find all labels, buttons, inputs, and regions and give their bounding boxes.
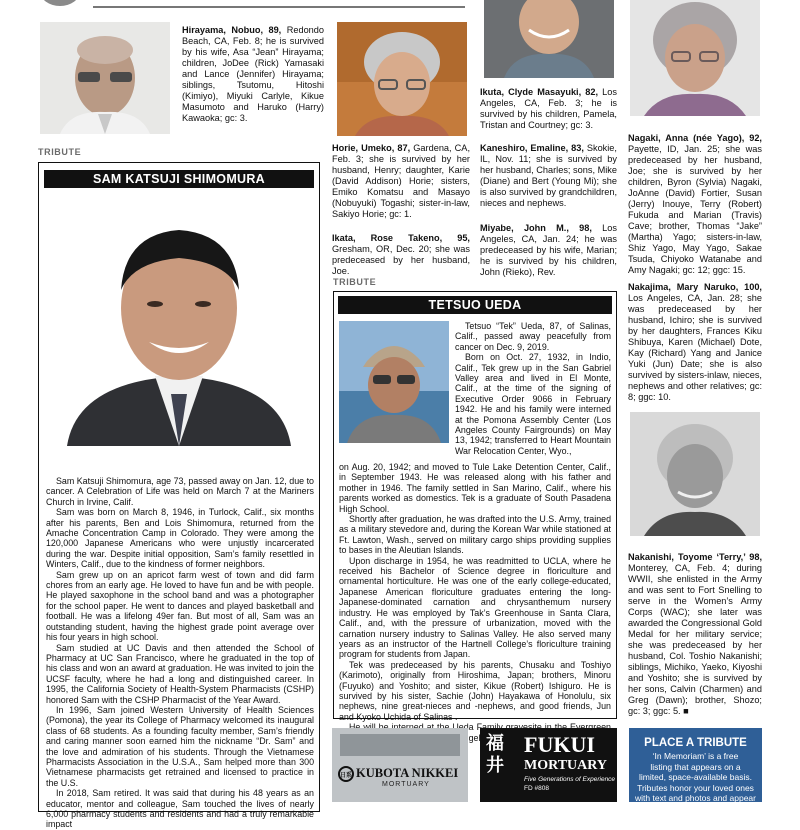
- photo-ikuta: [484, 0, 614, 78]
- header-rule: [93, 6, 465, 8]
- fukui-sub: MORTUARY: [524, 758, 608, 773]
- tribute-label-shimomura: TRIBUTE: [38, 147, 82, 157]
- obituary-ikuta: Ikuta, Clyde Masayuki, 82, Los Angeles, CA, Feb. 3; he is survived by his children, Pamela, Tristan and Courtney; gc: 3.: [480, 87, 617, 130]
- paragraph: In 1996, Sam joined Western University of Health Sciences (Pomona), the year its College of Pharmacy welcomed its inaugural class of 68 students. As a founding faculty member, Sam’s friendly and caring manner soon earned him the nickname “Dr. Sam” and the love and admiration of his students. Through the Vietnamese Pharmacists Association in the U.S.A., Sam helped more than 300 Vietnamese pharmacists get retrained and licensed to practice in the U.S.: [46, 704, 314, 788]
- obituary-nakanishi: Nakanishi, Toyome ‘Terry,’ 98, Monterey, CA, Feb. 4; during WWII, she enlisted in the Army and was sent to Fort Snelling to serve in the Women’s Army Corps (WAC); she later was awarded the Congressional Gold Medal for her military service; she was predeceased by her husband, Col. Toshio Nakanishi; siblings, Michiko, Yaeko, Kiyoshi and Yoshito; she is survived by her sons, Calvin (Charmen) and Greg (Dawn); brother, Shozo; gc: 3; ggc: 5. ■: [628, 552, 762, 716]
- place-tribute-title: PLACE A TRIBUTE: [644, 737, 747, 749]
- photo-ueda: [339, 321, 449, 443]
- kubota-building-shape: [340, 734, 460, 756]
- obituary-nakajima: Nakajima, Mary Naruko, 100, Los Angeles, CA, Jan. 28; she was predeceased by her husband, Ichiro; she is survived by her daughters, Frances Kiku Shibuya, Karen (Michael) Dote, Kay (Richard) Yang and Janice Yuki (Jun) Date; she is also survived by sisters-inlaw, nieces, nephews and other relatives; gc: 8; ggc: 10.: [628, 282, 762, 402]
- paragraph: Tek was predeceased by his parents, Chusaku and Toshiyo (Karimoto), originally from Hiroshima, Japan; brothers, Minoru (Fuyuko) and Yoshito; and sister, Kikue (Robert) Ishiguro. He is survived by his sister, Sachie (John) Hayakawa of Honolulu, six nephews, nine great-nieces and -nephews, and good friends, Jun and Kyoko Uchida of Salinas .: [339, 659, 611, 722]
- photo-nagaki: [630, 0, 760, 116]
- place-tribute-line: Tributes honor your loved ones: [637, 782, 754, 793]
- paragraph: Angeles.: [457, 732, 493, 743]
- paragraph: Born on Oct. 27, 1932, in Indio, Calif., Tek grew up in the San Gabriel Valley area and lived in El Monte, Calif., at the time of the signing of Executive Order 9066 in February 1942. He and his family were interned at the Pomona Assembly Center (Los Angeles County Fairgrounds) on May 13, 1942; transferred to Heart Mountain War Relocation Center, Wyo.,: [455, 352, 611, 456]
- obituary-horie: Horie, Umeko, 87, Gardena, CA, Feb. 3; she is survived by her husband, Henry; daughter, Karie (David Addison) Horie; sisters, Emiko Komatsu and Masayo (Nobuyuki) Togashi; sister-in-law, Sakiyo Horie; gc: 1.: [332, 143, 470, 219]
- place-tribute-line: with text and photos and appear: [635, 793, 756, 802]
- ad-kubota-nikkei[interactable]: [332, 728, 468, 802]
- tribute-heading-shimomura: SAM KATSUJI SHIMOMURA: [44, 170, 314, 188]
- fukui-fd: FD #808: [524, 785, 549, 792]
- place-tribute-line: ‘In Memoriam’ is a free: [652, 751, 739, 761]
- photo-horie: [337, 22, 467, 136]
- paragraph: Shortly after graduation, he was drafted into the U.S. Army, trained as a military stevedore and, during the Korean War while stationed at Ft. Lawton, Wash., served on military cargo ships providing supplies to bases in the Aleutian Islands.: [339, 514, 611, 556]
- paragraph: In 2018, Sam retired. It was said that during his 48 years as an educator, mentor and colleague, Sam touched the lives of nearly 6,000 pharmacy students and residents and had a truly remarkable impact: [46, 788, 314, 830]
- obituary-miyabe: Miyabe, John M., 98, Los Angeles, CA, Jan. 24; he was predeceased by his wife, Marian; he is survived by his children, John (Rieko), Rev.: [480, 223, 617, 277]
- obituary-kaneshiro: Kaneshiro, Emaline, 83, Skokie, IL, Nov. 11; she is survived by her husband, Charles; sons, Mike (Diane) and Bert (Young Mi); she is also survived by grandchildren, nieces and nephews.: [480, 143, 617, 208]
- paragraph: Upon discharge in 1954, he was readmitted to UCLA, where he received his Bachelor of Science degree in floriculture and ornamental horticulture. He was one of the early college-educated, Japanese American floriculture graduates entering the long-Japanese-dominated carnation and chrysanthemum nursery industry. He was employed by Tak’s Greenhouse in Santa Clara, Calif., and, with the pressure of urbanization, moved with the carnation nursery industry to Salinas Valley. He also served many years as an instructor of the Hartnell College’s floriculture training program for students from Japan.: [339, 555, 611, 660]
- kubota-sub: MORTUARY: [382, 781, 430, 788]
- photo-hirayama: [40, 22, 170, 134]
- fukui-name: FUKUI: [524, 732, 595, 757]
- paragraph: on Aug. 20, 1942; and moved to Tule Lake Detention Center, Calif., in September 1943. He was released along with his father and mother in 1946. The family settled in San Marino, Calif., where his parents worked as domestics. Tek is a graduate of South Pasadena High School.: [339, 462, 611, 514]
- paragraph: Sam grew up on an apricot farm west of town and did farm chores from an early age. He loved to have fun and be with people. He played saxophone in the school band and was a photographer for the school paper. He went to dances and played basketball and football. He was a lifelong 49er fan. But most of all, Sam was an outstanding student, having the highest grade point average over his four years in high school.: [46, 569, 314, 643]
- obituary-nagaki: Nagaki, Anna (née Yago), 92, Payette, ID, Jan. 25; she was predeceased by her husband, Joe; she is survived by her children, Byron (Sylvia) Nagaki, JoAnne (David) Fortier, Susan (Jerry) Inouye, Terry (Robert) Fukuda and Marian (Travis) Cave; brother, Thomas “Jake” (Martha) Yago; sisters-in-law, Shiz Yago, May Yago, Sakae Tsuda, Chiyoko Watanabe and Amy Nagaki; gc: 12; ggc: 15.: [628, 133, 762, 275]
- paragraph: Tetsuo “Tek” Ueda, 87, of Salinas, Calif., passed away peacefully from cancer on Dec. 9, 2019.: [455, 321, 611, 352]
- obituary-ikata: Ikata, Rose Takeno, 95, Gresham, OR, Dec. 20; she was predeceased by her husband, Joe.: [332, 233, 470, 276]
- paragraph: Sam Katsuji Shimomura, age 73, passed away on Jan. 12, due to cancer. A Celebration of Life was held on March 7 at the Mariners Church in Irvine, Calif.: [46, 476, 314, 507]
- tribute-heading-ueda: TETSUO UEDA: [338, 296, 612, 314]
- place-tribute-line: listing that appears on a: [650, 761, 741, 772]
- tribute-body-ueda: [339, 462, 611, 743]
- header-logo-circle: [40, 0, 80, 6]
- ad-fukui-mortuary[interactable]: [480, 728, 617, 802]
- fukui-tagline: Five Generations of Experience: [524, 776, 616, 783]
- paragraph: Sam was born on March 8, 1946, in Turlock, Calif., six months after his parents, Ben and Lois Shimomura, returned from the Amache Concentration Camp in Colorado. They were among the 120,000 Japanese Americans who were unjustly incarcerated during the war. Despite initial opposition, Sam’s family resettled in Winters, Calif., due to the kindness of former neighbors.: [46, 507, 314, 570]
- kubota-name: KUBOTA NIKKEI: [356, 766, 459, 780]
- tribute-label-ueda: TRIBUTE: [333, 277, 377, 287]
- tribute-intro-ueda: [455, 321, 611, 456]
- obituary-hirayama: Hirayama, Nobuo, 89, Redondo Beach, CA, Feb. 8; he is survived by his wife, Asa “Jean” Hirayama; children, JoDee (Rick) Yamasaki and Lance (Jennifer) Hirayama; siblings, Tsutomu, Hitoshi (Kimiyo), Miyuki Carlyle, Kikue Masumoto and Haruko (Harry) Kawaoka; gc: 3.: [182, 25, 325, 123]
- place-tribute-line: limited, space-available basis.: [639, 772, 752, 782]
- tribute-body-shimomura: [46, 476, 314, 830]
- fukui-kanji: 福井: [486, 733, 504, 775]
- photo-nakanishi: [630, 412, 760, 536]
- photo-shimomura: [57, 204, 301, 446]
- kubota-logo-mark: 日系: [338, 766, 354, 782]
- ad-place-a-tribute[interactable]: [629, 728, 762, 802]
- paragraph: Sam studied at UC Davis and then attended the School of Pharmacy at UC San Francisco, where he graduated in the top of his class and won an award at graduation. He was invited to join the UCSF faculty, where he had a long and distinguished career. In 1995, the California Society of Health-System Pharmacists (CSHP) honored Sam with the CSHP Pharmacist of the Year Award.: [46, 642, 314, 705]
